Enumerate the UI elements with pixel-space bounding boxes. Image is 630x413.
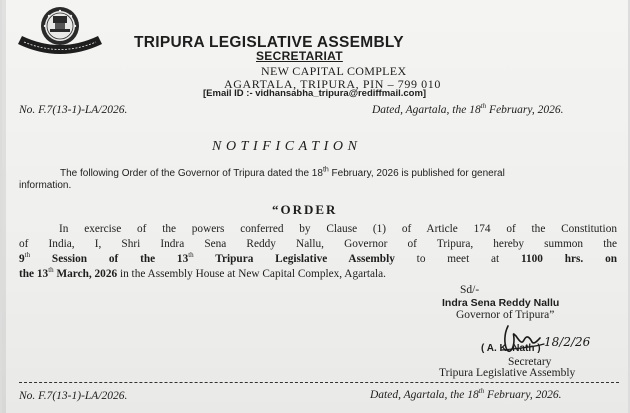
footer-date-sup: th bbox=[478, 387, 485, 396]
secretary-role: Secretary bbox=[508, 356, 552, 368]
on-text: on bbox=[583, 253, 617, 265]
order-line-4 bbox=[19, 267, 617, 282]
document-page bbox=[2, 0, 628, 413]
assembly-sup: th bbox=[188, 251, 194, 260]
governor-role: Governor of Tripura” bbox=[456, 309, 555, 321]
governor-name: Indra Sena Reddy Nallu bbox=[442, 297, 560, 309]
footer-reference-date bbox=[370, 389, 561, 401]
reference-date-suffix: February, 2026. bbox=[486, 104, 564, 116]
reference-date-sup: th bbox=[480, 102, 487, 111]
dashed-divider bbox=[19, 382, 619, 383]
session-of-text: Session of the 13 bbox=[30, 253, 189, 265]
footer-reference-number: No. F.7(13-1)-LA/2026. bbox=[19, 390, 128, 402]
order-line-3 bbox=[19, 252, 617, 267]
assembly-name-text: Tripura Legislative Assembly bbox=[193, 253, 395, 265]
to-meet-text: to meet at bbox=[394, 253, 521, 265]
footer-date-suffix: February, 2026. bbox=[484, 389, 562, 401]
notification-title: NOTIFICATION bbox=[212, 139, 362, 154]
session-number: 9 bbox=[19, 253, 25, 265]
meeting-time: 1100 hrs. bbox=[520, 253, 584, 265]
reference-date bbox=[372, 104, 563, 116]
intro-text-part2: February, 2026 is published for general bbox=[328, 168, 505, 179]
secretary-name: ( A. K. Nath ) bbox=[481, 343, 541, 354]
order-line-1: In exercise of the powers conferred by Clause (1) of Article 174 of the Constitution bbox=[59, 223, 617, 235]
reference-number: No. F.7(13-1)-LA/2026. bbox=[19, 104, 128, 116]
intro-text-line2: information. bbox=[19, 180, 72, 191]
session-sup: th bbox=[24, 251, 31, 260]
meeting-venue: in the Assembly House at New Capital Complex, Agartala. bbox=[117, 268, 387, 280]
sd-mark: Sd/- bbox=[460, 284, 480, 296]
assembly-title: TRIPURA LEGISLATIVE ASSEMBLY bbox=[134, 34, 404, 51]
intro-paragraph bbox=[19, 166, 580, 192]
secretary-organization: Tripura Legislative Assembly bbox=[439, 367, 576, 379]
meeting-date-suffix: March, 2026 bbox=[53, 268, 118, 280]
meeting-date-sup: th bbox=[48, 266, 54, 275]
footer-date-prefix: Dated, Agartala, the 18 bbox=[370, 389, 479, 401]
page-edge-shadow bbox=[2, 0, 6, 413]
assembly-emblem-logo bbox=[14, 4, 106, 62]
meeting-date-prefix: the 13 bbox=[19, 268, 49, 280]
reference-date-prefix: Dated, Agartala, the 18 bbox=[372, 104, 481, 116]
email-line: [Email ID :- vidhansabha_tripura@rediffmail.com] bbox=[203, 88, 427, 99]
intro-sup: th bbox=[322, 166, 329, 174]
secretariat-heading: SECRETARIAT bbox=[256, 49, 343, 63]
signature-date-note: 18/2/26 bbox=[544, 335, 591, 349]
intro-text-part1: The following Order of the Governor of Tripura dated the 18 bbox=[60, 168, 323, 179]
order-body bbox=[19, 222, 617, 282]
order-line-2: of India, I, Shri Indra Sena Reddy Nallu, Governor of Tripura, hereby summon the bbox=[19, 238, 617, 250]
address-line-2: AGARTALA, TRIPURA, PIN – 799 010 bbox=[224, 77, 441, 91]
order-heading: “ORDER bbox=[272, 202, 338, 217]
address-line-1: NEW CAPITAL COMPLEX bbox=[261, 64, 407, 78]
